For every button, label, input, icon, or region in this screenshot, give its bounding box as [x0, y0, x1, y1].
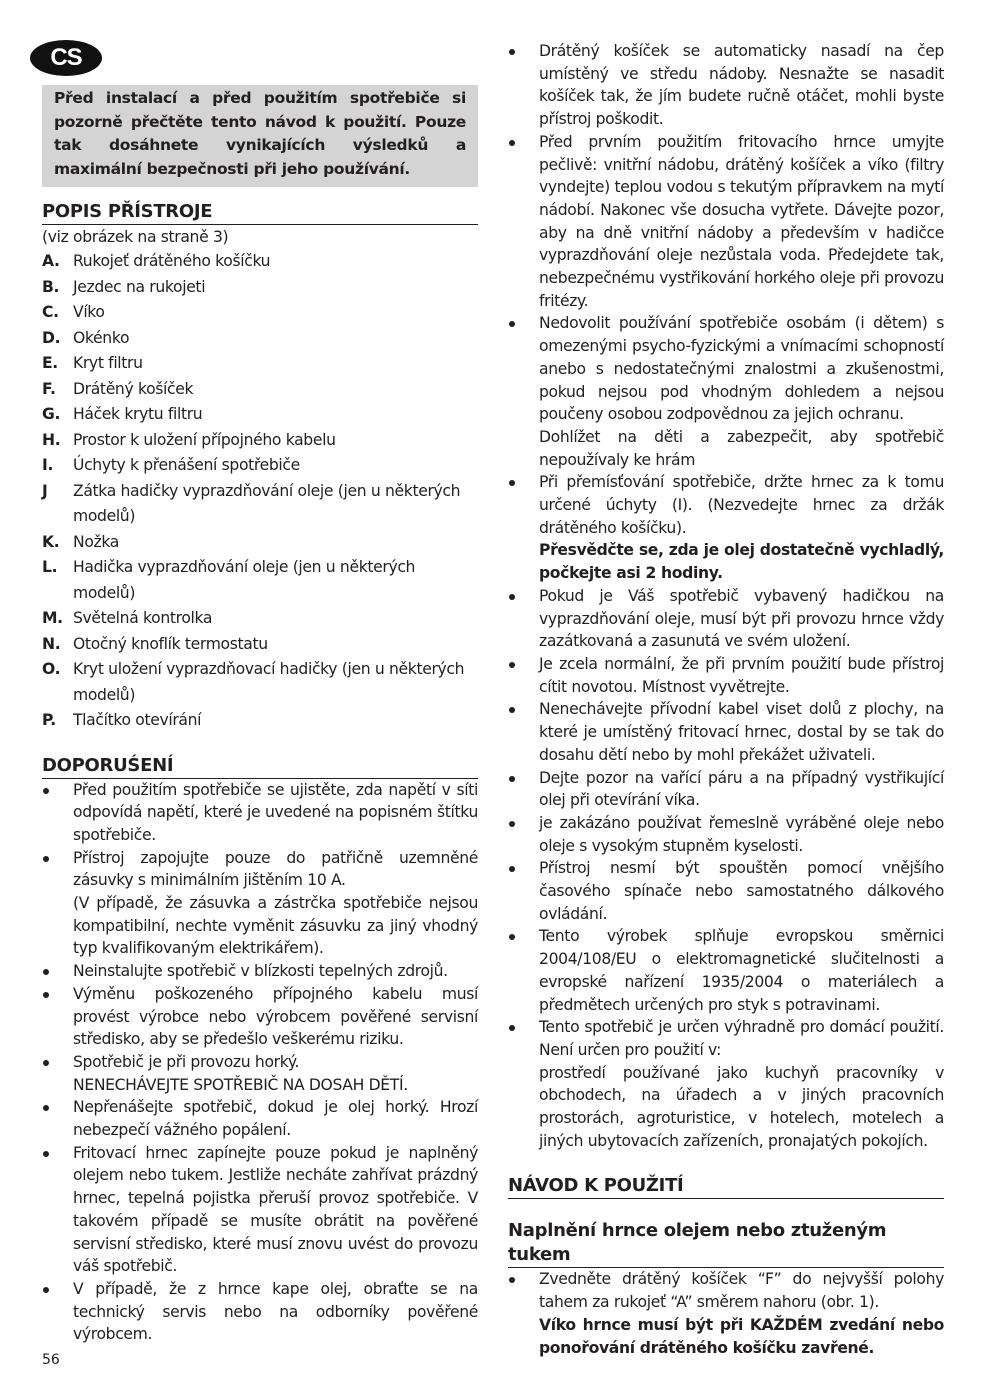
part-label: Drátěný košíček — [73, 379, 194, 398]
list-item — [42, 1142, 478, 1278]
parts-list-item — [42, 479, 478, 530]
item-text: Dejte pozor na vařící páru a na případný vystřikující olej při otevírání víka. — [539, 768, 944, 810]
part-label: Prostor k uložení přípojného kabelu — [73, 430, 336, 449]
parts-list-item — [42, 377, 478, 403]
bullet-icon — [509, 776, 515, 782]
list-item — [508, 131, 944, 313]
part-key: J — [42, 481, 48, 500]
part-key: L. — [42, 558, 58, 576]
item-text: Fritovací hrnec zapínejte pouze pokud je naplněný olejem nebo tukem. Jestliže necháte zahřívat prázdný hrnec, tepelná pojistka přeruší provoz spotřebiče. V takovém případě se musíte obrátit na pověřené servisní středisko, které musí znovu uvést do provozu váš spotřebič. — [73, 1143, 478, 1276]
bullet-icon — [509, 1277, 515, 1283]
part-label: Víko — [73, 303, 105, 321]
bullet-icon — [43, 1151, 49, 1157]
part-label: Hadička vyprazdňování oleje (jen u některých modelů) — [73, 558, 416, 602]
bullet-icon — [509, 480, 515, 486]
left-column — [42, 40, 478, 1346]
part-key: P. — [42, 711, 56, 729]
part-key: F. — [42, 379, 56, 398]
bullet-icon — [509, 1025, 515, 1031]
item-bold-text: Přesvědčte se, zda je olej dostatečně vychladlý, počkejte asi 2 hodiny. — [539, 541, 944, 583]
item-extra-text: Dohlížet na děti a zabezpečit, aby spotřebič nepoužívaly ke hrám — [539, 427, 944, 469]
part-key: H. — [42, 430, 61, 449]
list-item — [508, 1268, 944, 1359]
parts-list-item — [42, 300, 478, 326]
list-item — [42, 983, 478, 1051]
list-item — [42, 847, 478, 961]
list-item — [508, 653, 944, 698]
part-key: K. — [42, 532, 60, 551]
parts-list-item — [42, 275, 478, 301]
item-text: Před prvním použitím fritovacího hrnce umyjte pečlivě: vnitřní nádobu, drátěný košíček a víko (filtry vyndejte) teplou vodou s tekutým přípravkem na mytí nádobí. Nakonec vše dosucha vytřete. Dávejte pozor, aby na dně vnitřní nádoby a především v hadičce vyprazdňování oleje nezůstala voda. Předejdete tak, nebezpečnému vystřikování horkého oleje při provozu fritézy. — [539, 132, 944, 310]
list-item — [42, 960, 478, 983]
item-text: Před použitím spotřebiče se ujistěte, zda napětí v síti odpovídá napětí, které je uvedené na popisném štítku spotřebiče. — [73, 780, 478, 844]
item-text: Pokud je Váš spotřebič vybavený hadičkou na vyprazdňování oleje, musí být při provozu hrnce vždy zazátkovaná a zasunutá ve svém uložení. — [539, 586, 944, 651]
language-badge: CS — [30, 40, 102, 76]
list-item — [508, 40, 944, 131]
item-text: Zvedněte drátěný košíček “F” do nejvyšší polohy tahem za rukojeť “A” směrem nahoru (obr. 1). — [539, 1270, 944, 1312]
part-label: Úchyty k přenášení spotřebiče — [73, 456, 300, 474]
list-item — [508, 1016, 944, 1152]
part-key: A. — [42, 252, 60, 270]
item-extra-text: (V případě, že zásuvka a zástrčka spotřebiče nejsou kompatibilní, nechte vyměnit zásuvku za jiný vhodný typ kvalifikovaným elektrikářem). — [73, 894, 478, 958]
parts-list-item — [42, 351, 478, 377]
bullet-icon — [509, 49, 515, 55]
list-item — [508, 585, 944, 653]
list-item — [508, 471, 944, 585]
item-text: Nepřenášejte spotřebič, dokud je olej horký. Hrozí nebezpečí vážného popálení. — [73, 1098, 478, 1140]
part-key: E. — [42, 354, 58, 372]
item-text: Výměnu poškozeného přípojného kabelu musí provést výrobce nebo výrobcem pověřené servisní středisko, aby se předešlo veškerému riziku. — [73, 984, 478, 1049]
parts-list-item — [42, 402, 478, 428]
item-text: Při přemísťování spotřebiče, držte hrnec za k tomu určené úchyty (I). (Nezvedejte hrnec za držák drátěného košíčku). — [539, 473, 944, 537]
part-key: G. — [42, 405, 61, 423]
description-heading: POPIS PŘÍSTROJE — [42, 200, 478, 225]
bullet-icon — [509, 594, 515, 600]
usage-heading: NÁVOD K POUŽITÍ — [508, 1174, 944, 1199]
usage-list — [508, 1268, 944, 1359]
part-label: Tlačítko otevírání — [73, 711, 202, 729]
item-text: Spotřebič je při provozu horký. — [73, 1052, 300, 1071]
item-extra-text: prostředí používané jako kuchyň pracovníky v obchodech, na úřadech a v jiných pracovních prostorách, agroturistice, v hotelech, motelech a jiných ubytovacích zařízeních, pronajatých pokojích. — [539, 1063, 944, 1150]
parts-list-item — [42, 428, 478, 454]
list-item — [42, 1096, 478, 1141]
item-text: Přístroj nesmí být spouštěn pomocí vnějšího časového spínače nebo samostatného dálkového ovládání. — [539, 859, 944, 923]
parts-list-item — [42, 530, 478, 556]
parts-list-item — [42, 632, 478, 658]
parts-list-item — [42, 606, 478, 632]
bullet-icon — [43, 788, 49, 794]
part-label: Okénko — [73, 328, 130, 347]
part-label: Kryt filtru — [73, 354, 143, 372]
part-key: C. — [42, 303, 59, 321]
list-item — [508, 812, 944, 857]
item-text: je zakázáno používat řemeslně vyráběné oleje nebo oleje s vysokým stupněm kyselosti. — [539, 813, 944, 855]
list-item — [42, 1051, 478, 1096]
part-label: Rukojeť drátěného košíčku — [73, 252, 271, 270]
right-column — [508, 40, 944, 1359]
bullet-icon — [509, 821, 515, 827]
item-text: Je zcela normální, že při prvním použití bude přístroj cítit novotou. Místnost vyvětrejte. — [539, 654, 944, 696]
part-label: Kryt uložení vyprazdňovací hadičky (jen u některých modelů) — [73, 660, 465, 704]
parts-list-item — [42, 657, 478, 708]
list-item — [42, 1278, 478, 1346]
item-bold-text: Víko hrnce musí být při KAŽDÉM zvedání nebo ponořování drátěného košíčku zavřené. — [539, 1315, 944, 1357]
recommendations-list — [42, 779, 478, 1347]
intro-notice: Před instalací a před použitím spotřebiče si pozorně přečtěte tento návod k použití. Pouze tak dosáhnete vynikajících výsledků a maximální bezpečnosti při jeho používání. — [42, 85, 478, 187]
bullet-icon — [509, 321, 515, 327]
parts-list-item — [42, 453, 478, 479]
safety-list — [508, 40, 944, 1152]
bullet-icon — [43, 1105, 49, 1111]
part-key: N. — [42, 634, 61, 653]
item-text: Tento spotřebič je určen výhradně pro domácí použití. Není určen pro použití v: — [539, 1018, 944, 1059]
part-key: I. — [42, 456, 54, 474]
list-item — [42, 779, 478, 847]
recommendations-heading: DOPORUŚENÍ — [42, 754, 478, 779]
bullet-icon — [509, 866, 515, 872]
parts-list-item — [42, 249, 478, 275]
list-item — [508, 925, 944, 1016]
parts-list-item — [42, 555, 478, 606]
item-text: Neinstalujte spotřebič v blízkosti tepelných zdrojů. — [73, 962, 448, 981]
item-text: Nedovolit používání spotřebiče osobám (i dětem) s omezenými psycho-fyzickými a vnímacími schopností anebo s nedostatečnými znalostmi a zkušenostmi, pokud nejsou pod vhodným dohledem a nejsou poučeny osobou zodpovědnou za jejich ochranu. — [539, 314, 944, 424]
bullet-icon — [509, 662, 515, 668]
part-key: D. — [42, 328, 61, 347]
bullet-icon — [43, 1287, 49, 1293]
parts-list — [42, 249, 478, 734]
list-item — [508, 698, 944, 766]
page-number: 56 — [42, 1352, 60, 1368]
item-text: Drátěný košíček se automaticky nasadí na čep umístěný ve středu nádoby. Nesnažte se nasadit košíček tak, že jím budete ručně otáčet, mohli byste přístroj poškodit. — [539, 42, 944, 129]
description-note: (viz obrázek na straně 3) — [42, 228, 229, 246]
list-item — [508, 312, 944, 471]
part-label: Světelná kontrolka — [73, 609, 213, 627]
bullet-icon — [509, 140, 515, 146]
list-item — [508, 767, 944, 812]
item-text: Nenechávejte přívodní kabel viset dolů z plochy, na které je umístěný fritovací hrnec, dostal by se tak do dosahu dětí nebo by mohl překážet uživateli. — [539, 700, 944, 764]
parts-list-item — [42, 708, 478, 734]
part-label: Nožka — [73, 532, 119, 551]
parts-list-item — [42, 326, 478, 352]
part-key: M. — [42, 609, 63, 627]
item-text: Tento výrobek splňuje evropskou směrnici 2004/108/EU o elektromagnetické slučitelnosti a evropské nařízení 1935/2004 o materiálech a předmětech určených pro styk s potravinami. — [539, 927, 944, 1014]
usage-subheading: Naplnění hrnce olejem nebo ztuženým tukem — [508, 1219, 944, 1268]
bullet-icon — [43, 1060, 49, 1066]
list-item — [508, 857, 944, 925]
part-key: O. — [42, 660, 61, 678]
part-label: Háček krytu filtru — [73, 405, 203, 423]
bullet-icon — [43, 856, 49, 862]
item-text: V případě, že z hrnce kape olej, obraťte se na technický servis nebo na odborníky pověřené výrobcem. — [73, 1279, 478, 1344]
item-text: Přístroj zapojujte pouze do patřičně uzemněné zásuvky s minimálním jištěním 10 A. — [73, 848, 478, 890]
part-label: Jezdec na rukojeti — [73, 277, 206, 296]
part-key: B. — [42, 277, 60, 296]
part-label: Otočný knoflík termostatu — [73, 634, 268, 653]
part-label: Zátka hadičky vyprazdňování oleje (jen u některých modelů) — [73, 481, 461, 525]
bullet-icon — [509, 934, 515, 940]
bullet-icon — [43, 969, 49, 975]
bullet-icon — [43, 992, 49, 998]
item-extra-text: NENECHÁVEJTE SPOTŘEBIČ NA DOSAH DĚTÍ. — [73, 1075, 408, 1094]
bullet-icon — [509, 707, 515, 713]
